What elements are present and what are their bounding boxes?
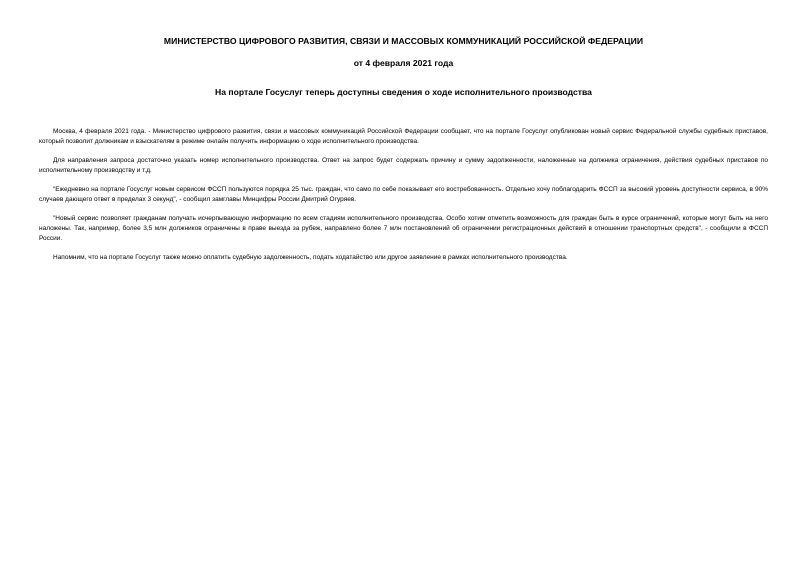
paragraph: Напомним, что на портале Госуслуг также можно оплатить судебную задолженность, подать ходатайство или другое заявление в рамках исполнительного производства. [53, 254, 568, 262]
paragraph: Москва, 4 февраля 2021 года. - Министерство цифрового развития, связи и массовых коммуникаций Российской Федерации сообщает, что на портале Госуслуг опубликован новый сервис Федеральной службы судебных приставов, который позволит должникам и взыскателям в режиме онлайн получить информацию о ходе исполнительного производства. [39, 128, 768, 146]
document-headline: На портале Госуслуг теперь доступны сведения о ходе исполнительного производства [215, 87, 592, 97]
paragraph: Для направления запроса достаточно указать номер исполнительного производства. Ответ на запрос будет содержать причину и сумму задолженности, наложенные на должника ограничения, действия судебных приставов по исполнительному производству и т.д. [39, 157, 768, 175]
paragraph: "Новый сервис позволяет гражданам получать исчерпывающую информацию по всем стадиям исполнительного производства. Особо хотим отметить возможность для граждан быть в курсе ограничений, которые могут быть на него наложены. Так, например, более 3,5 млн должников ограничены в праве выезда за рубеж, направлено более 7 млн постановлений об ограничении регистрационных действий в отношении транспортных средств", - сообщили в ФССП России. [39, 215, 768, 243]
ministry-title: МИНИСТЕРСТВО ЦИФРОВОГО РАЗВИТИЯ, СВЯЗИ И МАССОВЫХ КОММУНИКАЦИЙ РОССИЙСКОЙ ФЕДЕРАЦИИ [163, 36, 644, 46]
paragraph: "Ежедневно на портале Госуслуг новым сервисом ФССП пользуются порядка 25 тыс. граждан, что само по себе показывает его востребованность. Отдельно хочу поблагодарить ФССП за высокий уровень доступности сервиса, в 90% случаев дающего ответ в пределах 3 секунд", - сообщил замглавы Минцифры России Дмитрий Огуряев. [39, 186, 768, 204]
document-body [39, 127, 768, 272]
document-date: от 4 февраля 2021 года [353, 58, 454, 68]
